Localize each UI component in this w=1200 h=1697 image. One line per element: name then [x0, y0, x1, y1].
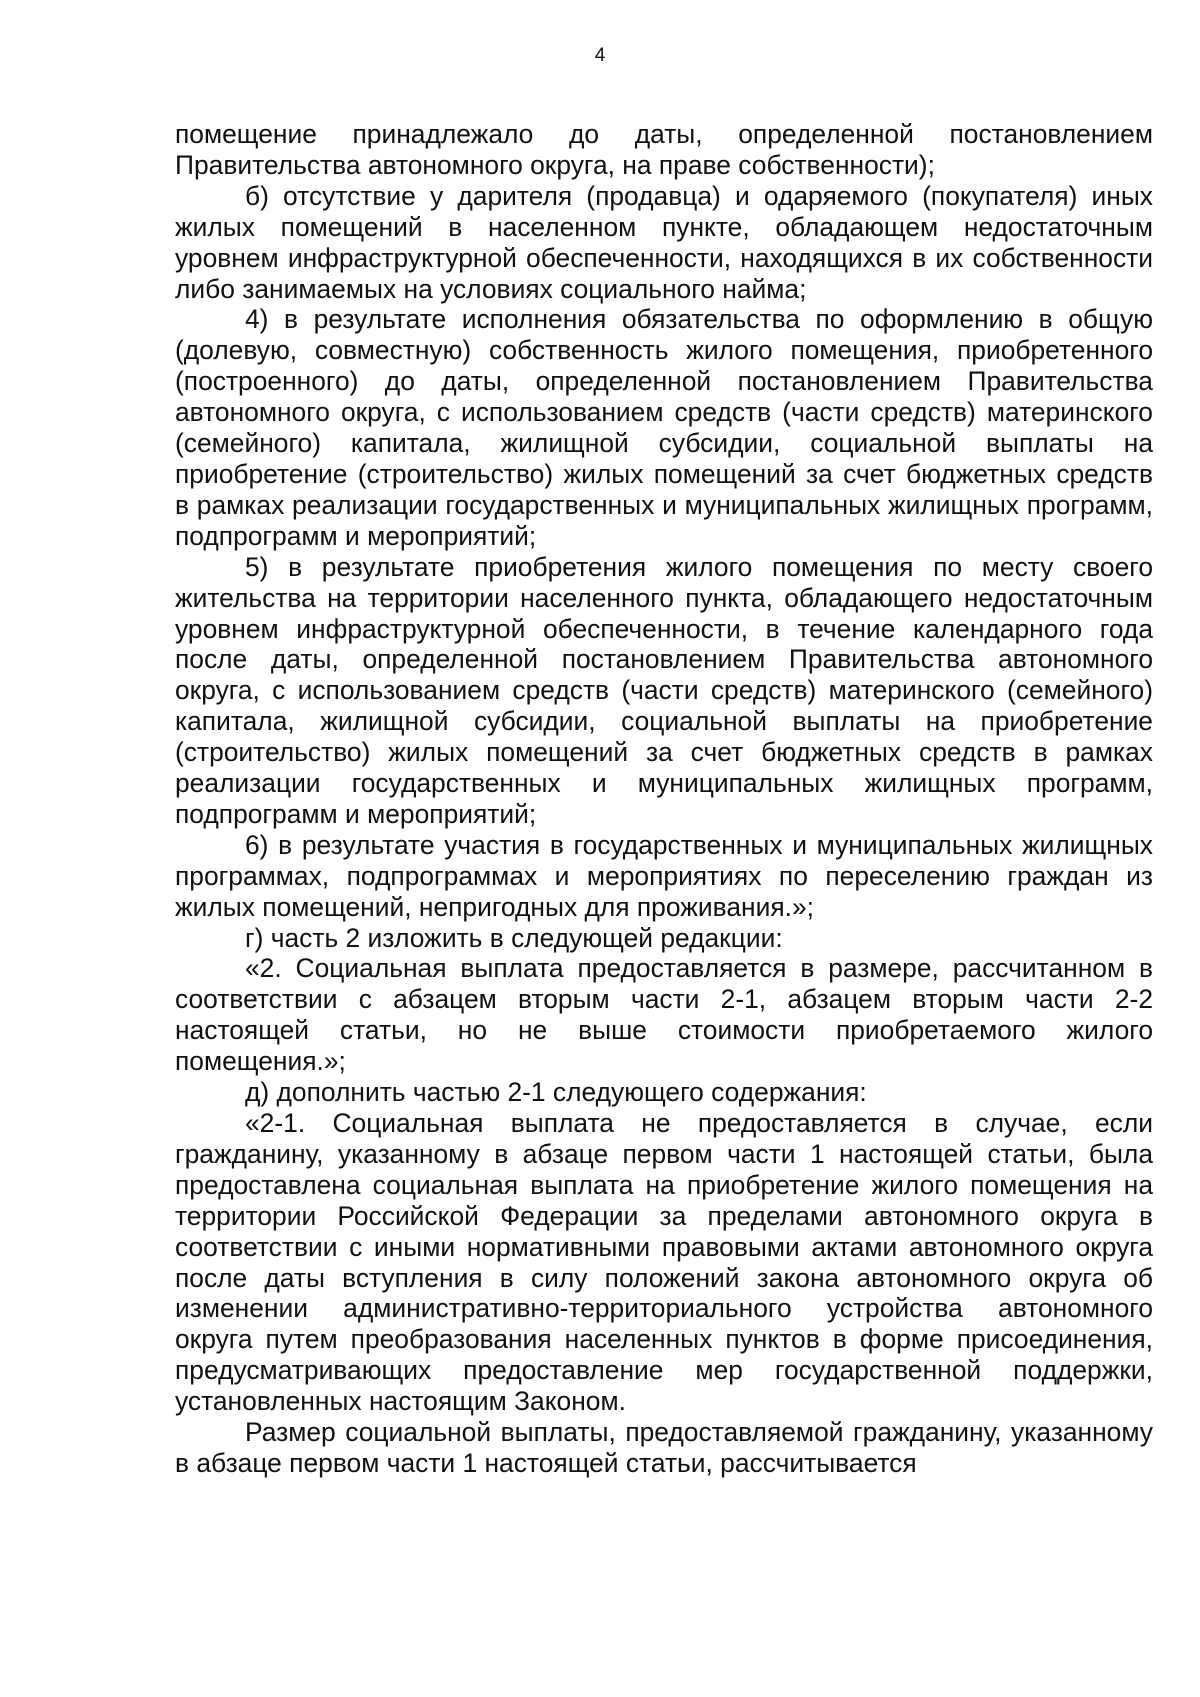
paragraph-item-6: 6) в результате участия в государственных и муниципальных жилищных программах, подпрограммах и мероприятиях по переселению граждан из жилых помещений, непригодных для проживания.»;: [175, 829, 1153, 922]
page-number: 4: [594, 45, 606, 66]
paragraph-part-2-1: «2-1. Социальная выплата не предоставляется в случае, если гражданину, указанному в абзаце первом части 1 настоящей статьи, была предоставлена социальная выплата на приобретение жилого помещения на территории Российской Федерации за пределами автономного округа в соответствии с иными нормативными правовыми актами автономного округа после даты вступления в силу положений закона автономного округа об изменении административно-территориального устройства автономного округа путем преобразования населенных пунктов в форме присоединения, предусматривающих предоставление мер государственной поддержки, установленных настоящим Законом.: [175, 1108, 1153, 1417]
paragraph-continuation: помещение принадлежало до даты, определенной постановлением Правительства автономного округа, на праве собственности);: [175, 119, 1153, 180]
paragraph-payment-size: Размер социальной выплаты, предоставляемой гражданину, указанному в абзаце первом части 1 настоящей статьи, рассчитывается: [175, 1417, 1153, 1478]
document-body: [175, 119, 1153, 1479]
paragraph-part-2: «2. Социальная выплата предоставляется в размере, рассчитанном в соответствии с абзацем вторым части 2-1, абзацем вторым части 2-2 настоящей статьи, но не выше стоимости приобретаемого жилого помещения.»;: [175, 953, 1153, 1077]
paragraph-item-5: 5) в результате приобретения жилого помещения по месту своего жительства на территории населенного пункта, обладающего недостаточным уровнем инфраструктурной обеспеченности, в течение календарного года после даты, определенной постановлением Правительства автономного округа, с использованием средств (части средств) материнского (семейного) капитала, жилищной субсидии, социальной выплаты на приобретение (строительство) жилых помещений за счет бюджетных средств в рамках реализации государственных и муниципальных жилищных программ, подпрограмм и мероприятий;: [175, 551, 1153, 829]
paragraph-item-b: б) отсутствие у дарителя (продавца) и одаряемого (покупателя) иных жилых помещений в населенном пункте, обладающем недостаточным уровнем инфраструктурной обеспеченности, находящихся в их собственности либо занимаемых на условиях социального найма;: [175, 180, 1153, 304]
paragraph-item-g: г) часть 2 изложить в следующей редакции:: [245, 922, 783, 953]
paragraph-item-4: 4) в результате исполнения обязательства по оформлению в общую (долевую, совместную) собственность жилого помещения, приобретенного (построенного) до даты, определенной постановлением Правительства автономного округа, с использованием средств (части средств) материнского (семейного) капитала, жилищной субсидии, социальной выплаты на приобретение (строительство) жилых помещений за счет бюджетных средств в рамках реализации государственных и муниципальных жилищных программ, подпрограмм и мероприятий;: [175, 304, 1153, 551]
paragraph-item-d: д) дополнить частью 2-1 следующего содержания:: [245, 1077, 867, 1108]
